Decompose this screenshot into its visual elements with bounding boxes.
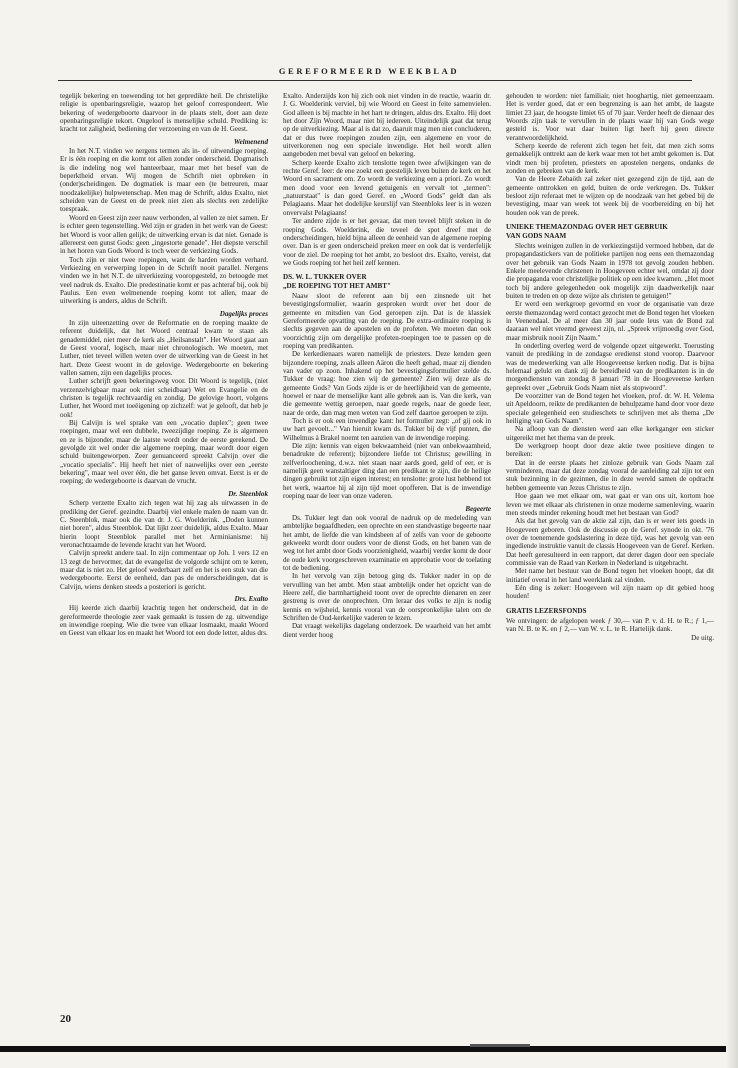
paragraph: De werkgroep hoopt door deze aktie twee positieve dingen te bereiken: bbox=[506, 442, 714, 459]
column-3 bbox=[506, 92, 714, 992]
paragraph: Met name het bestuur van de Bond tegen het vloeken hoopt, dat dit initiatief overal in het land weerklank zal vinden. bbox=[506, 567, 714, 584]
paragraph: gehouden te worden: niet familiair, niet hooghartig, niet gemeenzaam. Het is verder goed, dat er een begrenzing is aan het ambt, de laagste limiet 23 jaar, de hoogste limiet 65 of 70 jaar. Verder heeft de dienaar des Woords zijn taak te vervullen in de plaats waar hij van Gods wege gesteld is. Voor wat daar buiten ligt heeft hij geen directe verantwoordelijkheid. bbox=[506, 92, 714, 142]
signature: De uitg. bbox=[691, 633, 714, 642]
paragraph: Calvijn spreekt andere taal. In zijn commentaar op Joh. 1 vers 12 en 13 zegt de hervormer, dat de evangelist de volgorde schijnt om te keren, maar dat is niet zo. Het geloof wederbaart zelf en het is een stuk van die wedergeboorte. Eerst de eenheid, dan pas de onderscheidingen, dat is Calvijn, wiens denken steeds a posteriori is gericht. bbox=[60, 549, 268, 591]
paragraph: In het N.T. vinden we nergens termen als in- of uitwendige roeping. Er is één roeping en die komt tot allen zonder onderscheid. Dogmatisch is die indeling nog wel hanteerbaar, maar met het besef van de beperktheid ervan. Wij mogen de Schrift niet opbreken in (onder)scheidingen. De dogmatiek is maar een (te betreuren, maar noodzakelijke) hulpwetenschap. Men mag de Schrift, aldus Exalto, niet scheiden van de Geest en de preek niet zien als slechts een zedelijke toespraak. bbox=[60, 147, 268, 214]
paragraph: Hij keerde zich daarbij krachtig tegen het onderscheid, dat in de gereformeerde theologie zeer vaak gemaakt is tussen de zg. uitwendige en inwendige roeping. Wie die twee van elkaar losmaakt, maakt Woord en Geest van elkaar los en maakt het Woord tot een dode letter, aldus drs. bbox=[60, 604, 268, 638]
subheading-begeerte: Begeerte bbox=[465, 504, 491, 513]
page-edge-shadow bbox=[726, 0, 738, 1068]
article-heading-line: „DE ROEPING TOT HET AMBT" bbox=[283, 281, 391, 290]
paragraph: In zijn uiteenzetting over de Reformatie en de roeping maakte de referent duidelijk, dat het Woord centraal kwam te staan als genademiddel, niet meer de kerk als „Heilsanstalt". Het Woord gaat aan de Geest vooraf, logisch, maar niet chronologisch. We moeten, met Luther, niet teveel willen weten over de uitwerking van de Geest in het hart. Deze Geest woont in de gelovige. Wedergeboorte en bekering vallen samen, zijn een dagelijks proces. bbox=[60, 318, 268, 377]
paragraph: Toch is er ook een inwendige kant: het formulier zegt: „of gij ook in uw hart gevoelt..." Van hieruit kwam ds. Tukker bij de vijf punten, die Wilhelmus à Brakel noemt ten aanzien van de inwendige roeping. bbox=[283, 417, 491, 442]
column-1 bbox=[60, 92, 268, 992]
header-rule bbox=[58, 80, 692, 81]
column-2 bbox=[283, 92, 491, 992]
subheading-steenblok: Dr. Steenblok bbox=[228, 489, 268, 498]
article-heading-tukker bbox=[283, 273, 491, 290]
paragraph: De voorzitter van de Bond tegen het vloeken, prof. dr. W. H. Velema uit Apeldoorn, reikte de predikanten de behulpzame hand door voor deze speciale gelegenheid een studieschets te schrijven met als thema „De heiliging van Gods Naam". bbox=[506, 392, 714, 426]
paragraph: Ds. Tukker legt dan ook vooral de nadruk op de medeleding van ambtelijke begaafdheden, een oprechte en een standvastige begeerte naar het ambt, de liefde die van kindsbeen af of zelfs van voor de geboorte gekweekt wordt door ouders voor de dienst Gods, en het banen van de weg tot het ambt door Gods voorzienigheid, waarbij verder komt de door de oude kerk voorgeschreven examinatie en approbatie voor de toelating tot de bediening. bbox=[283, 513, 491, 572]
paragraph: Die zijn: kennis van eigen bekwaamheid (niet van onbekwaamheid, benadrukte de referent); bijzondere liefde tot Christus; gewilling in zelfverloochening, d.w.z. niet staan naar aards goed, geld of eer, er is namelijk geen wanstaltiger ding dan een predikant te zijn, die de heilige dingen gebruikt tot zijn eigen interest; en tenslotte: grote lust hebbend tot het werk, waartoe hij al zijn tijd moet opofferen. Dat is de inwendige roeping naar de leer van onze vaderen. bbox=[283, 442, 491, 501]
page-number: 20 bbox=[60, 1013, 71, 1025]
paragraph: Er werd een werkgroep gevormd en voor de organisatie van deze eerste themazondag werd contact gezocht met de Bond tegen het vloeken in Veenendaal. De al meer dan 30 jaar oude leus van de Bond zal daaraan wel niet vreemd geweest zijn, nl. „Spreek vrijmoedig over God, maar misbruik nooit Zijn Naam." bbox=[506, 300, 714, 342]
paragraph: In het vervolg van zijn betoog ging ds. Tukker nader in op de vervulling van het ambt. Men staat ambtelijk onder het opzicht van de Heere zelf, die barmhartigheid toont over de oprechte dienaren en zeer gestreng is over de onoprechten. Om leraar des volks te zijn is nodig kennis en wijsheid, kennis vooral van de oorspronkelijke talen om de Schriften de Oud-kerkelijke vaderen te lezen. bbox=[283, 572, 491, 622]
paragraph: De kerkedienaars waren namelijk de priesters. Deze kenden geen bijzondere roeping, zoals alleen Aäron die heeft gehad, maar zij dienden van vader op zoon. Inhakend op het bevestigingsformulier stelde ds. Tukker de vraag: hoe zien wij de gemeente? Zien wij deze als de gemeente Gods? Van Gods zijde is er de heerlijkheid van de gemeente, hoewel er naar de menselijke kant alle gebrek aan is. Van die kerk, van die gemeente wettig geroepen, naar goede regels, naar de goede leer, naar de orde, dan mag men weten van God zelf daartoe geroepen te zijn. bbox=[283, 350, 491, 417]
paragraph: Exalto. Anderzijds kon hij zich ook niet vinden in de reactie, waarin dr. J. G. Woelderink verviel, bij wie Woord en Geest in feite samenvielen. God alleen is bij machte in het hart te dringen, aldus drs. Exalto. Hij doet het door Zijn Woord, maar niet bij iedereen. Uiteindelijk gaat dat terug op de uitverkiezing. Maar al is dat zo, daaruit mag men niet concluderen, dat er dus twee roepingen zouden zijn, een algemene en voor de uitverkorenen nog een speciale inwendige. Het heil wordt allen aangeboden met beval van geloof en bekering. bbox=[283, 92, 491, 159]
paragraph: Scherp keerde Exalto zich tenslotte tegen twee afwijkingen van de rechte Geref. leer: de ene zoekt een geestelijk leven buiten de kerk en het Woord en sacrament om. Zo wordt de verkiezing een a priori. Zo wordt men dood voor een levend getuigenis en vervalt tot „termen": „natuurstaat" is dan goed Geref. en „Woord Gods" geldt dan als Pelagiaans. Maar het dodelijke keurslijf van Steenbloks leer is in wezen onvervalst Pelagiaans! bbox=[283, 158, 491, 217]
subheading-welmenend: Welmenend bbox=[233, 137, 268, 146]
bottom-mark bbox=[470, 1044, 530, 1047]
paragraph: Bij Calvijn is wel sprake van een „vocatio duplex"; geen twee roepingen, maar wel een dubbele, tweezijdige roeping. Ze is algemeen en ze is bijzonder, maar de laatste wordt onder de eerste gerekend. De gevolgde zit wel onder die algemene roeping, maar wordt door eigen schuld buitengeworpen. Zeer genuanceerd spreekt Calvijn over die „vocatio specialis". Hij heeft het niet of nauwelijks over een „eerste bekering", maar wel over één, die het ganse leven omvat. Eerst is er de roeping; de wedergeboorte is daarvan de vrucht. bbox=[60, 419, 268, 486]
paragraph: In onderling overleg werd de volgende opzet uitgewerkt. Toerusting vanuit de prediking in de zondagse eredienst stond voorop. Daarvoor was de medewerking van alle Hoogeveense kerken nodig. Dat is bijna helemaal gelukt en dank zij de bereidheid van de predikanten is in de morgendiensten van zondag 8 januari '78 in de Hoogeveense kerken gepreekt over „Gebruik Gods Naam niet als stopwoord". bbox=[506, 341, 714, 392]
paragraph: Na afloop van de diensten werd aan elke kerkganger een sticker uitgereikt met het thema van de preek. bbox=[506, 425, 714, 442]
article-heading-line: DS. W. L. TUKKER OVER bbox=[283, 273, 367, 282]
paragraph: Van de Heere Zebaöth zal zeker niet gezegend zijn de tijd, aan de gemeente onttrokken en geld, buiten de orde verkregen. Ds. Tukker besloot zijn referaat met te wijzen op de noodzaak van het gebed bij de bevestiging, maar van week tot week bij de voorbereiding en bij het houden ook van de preek. bbox=[506, 175, 714, 217]
paragraph: Slechts weinigen zullen in de verkiezingstijd vermoed hebben, dat de propagandastickers van de politieke partijen nog eens een themazondag over het gebruik van Gods Naam in 1978 tot gevolg zouden hebben. Enkele meelevende christenen in Hoogeveen echter wel, omdat zij door die propaganda voor christelijke politiek op een idee kwamen. „Het moet toch bij andere gelegenheden ook mogelijk zijn daadwerkelijk naar buiten te treden en op deze wijze als christen te getuigen!" bbox=[506, 241, 714, 300]
article-heading-themazondag bbox=[506, 223, 714, 240]
paragraph: Dat in de eerste plaats het zinloze gebruik van Gods Naam zal verminderen, maar dat deze zondag vooral de aanleiding zal zijn tot een stuk bezinning in de gezinnen, die in deze wereld samen de opdracht hebben gemeente van Jezus Christus te zijn. bbox=[506, 458, 714, 492]
paragraph: Scherp verzette Exalto zich tegen wat hij zag als uitwassen in de prediking der Geref. gezindte. Daarbij viel enkele malen de naam van dr. C. Steenblok, maar ook die van dr. J. G. Woelderink. „Doden kunnen niet horen", aldus Steenblok. Dat lijkt zeer duidelijk, aldus Exalto. Maar hierin loopt Steenblok parallel met het Arminianisme: hij veronachtzaamde de levende kracht van het Woord. bbox=[60, 499, 268, 549]
paragraph: Als dat het gevolg van de aktie zal zijn, dan is er weer iets goeds in Hoogeveen geboren. Ook de discussie op de Geref. synode in okt. '76 over de toenemende godslastering in deze tijd, was het gevolg van een ingediende instruktie vanuit de classis Hoogeveen van de Geref. Kerken. Dat heeft geresulteerd in een rapport, dat derer dagen door een speciale commissie van de Raad van Kerken in Nederland is uitgebracht. bbox=[506, 517, 714, 567]
paragraph: Woord en Geest zijn zeer nauw verbonden, al vallen ze niet samen. Er is echter geen tegenstelling. Wel zijn er graden in het werk van de Geest: het Woord is voor allen gelijk; de uitwerking ervan is dat niet. Genade is allereerst een gunst Gods: geen „ingestorte genade". Het diepste verschil in het horen van Gods Woord is toch weer de verkiezing Gods. bbox=[60, 213, 268, 256]
paragraph: Scherp keerde de referent zich tegen het feit, dat men zich soms gemakkelijk onttrekt aan de kerk waar men tot het ambt gekomen is. Dat vindt men bij profeten, priesters en apostelen nergens, ondanks de zonden en gebreken van de kerk. bbox=[506, 142, 714, 176]
paragraph: Eén ding is zeker: Hoogeveen wil zijn naam op dit gebied hoog houden! bbox=[506, 583, 714, 601]
article-heading-lezersfonds: GRATIS LEZERSFONDS bbox=[506, 606, 587, 615]
bottom-border bbox=[0, 1046, 738, 1052]
paragraph: Ter andere zijde is er het gevaar, dat men teveel blijft steken in de roeping Gods. Woelderink, die teveel de spot dreef met de onderscheidingen, hield bijna alleen de eenheid van de algemene roeping over. Dan is er geen onderscheid preken meer en ook dat is verderfelijk voor de ziel. De roeping tot het ambt, zo besloot drs. Exalto, vereist, dat we Gods roeping tot het heil zelf kennen. bbox=[283, 217, 491, 267]
paragraph: Naaw sloot de referent aan bij een zinsnede uit het bevestigingsformulier, waarin gesproken wordt over het door de gemeente en mitsdien van God geroepen zijn. Dat is de klassiek Gereformeerde opvatting van de roeping. De extra-ordinaire roeping is slechts gegeven aan de apostelen en de profeten. We moeten dan ook voorzichtig zijn om dergelijke profeten-roepingen toe te passen op de roeping van predikanten. bbox=[283, 291, 491, 350]
article-heading-line: VAN GODS NAAM bbox=[506, 231, 567, 240]
paragraph: Toch zijn er niet twee roepingen, want de harden worden verhard. Verkiezing en verwerping lopen in de Schrift nooit parallel. Nergens vinden we in het N.T. de uitverkiezing vooropgesteld, zo betoogde met veel nadruk ds. Exalto. Die predestinatie komt er pas achteraf bij, ook bij Paulus. Een even welmenende roeping komt tot allen, maar de uitwerking is anders, aldus de Schrift. bbox=[60, 255, 268, 306]
paragraph: Luther schrijft geen bekeringsweg voor. Dit Woord is tegelijk, (niet verzenzelvigbaar maar ook niet scheidbaar) Wet en Evangelie en de christen is tegelijk rechtvaardig en zondig. De gelovige hoort, volgens Luther, het Woord met toeëigening op zichzelf: wat je gelooft, dat heb je ook! bbox=[60, 377, 268, 419]
subheading-exalto: Drs. Exalto bbox=[234, 594, 268, 603]
subheading-dagelijks-proces: Dagelijks proces bbox=[219, 309, 268, 318]
paragraph: We ontvingen: de afgelopen week ƒ 30,— van P. v. d. H. te R.; ƒ 1,— van N. B. te K. en ƒ 2,— van W. v. L. te R. Hartelijk dank. bbox=[506, 616, 714, 634]
article-heading-line: UNIEKE THEMAZONDAG OVER HET GEBRUIK bbox=[506, 223, 668, 232]
paragraph: Hoe gaan we met elkaar om, wat gaat er van ons uit, kortom hoe leven we met elkaar als christenen in onze moderne samenleving, waarin men steeds minder rekening houdt met het bestaan van God? bbox=[506, 492, 714, 517]
paragraph: tegelijk bekering en toewending tot het gepredikte heil. De christelijke religie is openbaringsreligie, waarop het geloof correspondeert. Wie bekering of wedergeboorte daarvoor in de plaats stelt, doet aan deze openbaringsreligie tekort. Ongeloof is menselijke schuld. Prediking is: kracht tot zaligheid, bediening der verzoening en van de H. Geest. bbox=[60, 92, 268, 134]
paragraph: Dat vraagt wekelijks dagelang onderzoek. De waarheid van het ambt dient verder hoog bbox=[283, 622, 491, 639]
page-header: GEREFORMEERD WEEKBLAD bbox=[278, 66, 460, 76]
